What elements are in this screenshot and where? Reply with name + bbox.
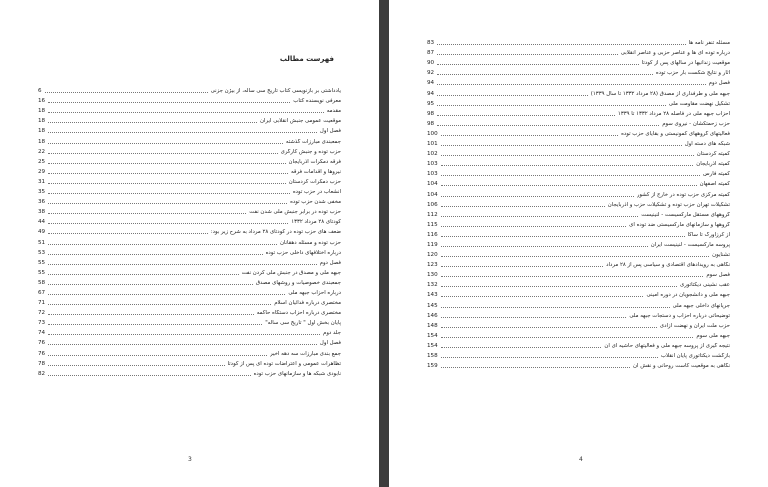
toc-entry-title: درباره اختلافهای داخلی حزب توده [265,249,341,256]
toc-entry [427,147,730,157]
toc-entry-title: نگاهی به موقعیت کاست روحانی و نقش آن [633,363,730,370]
toc-leader-dots [48,364,224,366]
toc-leader-dots [441,174,700,176]
toc-entry [427,127,730,137]
toc-entry-title: فصل اول [319,128,341,135]
toc-leader-dots [48,232,208,234]
toc-entry [427,198,730,208]
toc-entry-title: تشکیلات تهران حزب توده و تشکیلات حزب و آذربایجان [607,201,730,208]
toc-entry-title: جبهه ملی و دانشجویان در دوره امینی [646,292,730,299]
toc-entry [427,157,730,167]
toc-entry-title: تشکیل نهضت مقاومت ملی [668,100,730,107]
toc-entry [38,367,341,377]
toc-entry-title: کمیته اصفهان [699,181,730,188]
toc-entry-page: 154 [427,332,438,339]
toc-leader-dots [441,144,682,146]
toc-entry-title: پایان بخش اول " تاریخ سی ساله" [265,320,341,327]
toc-entry [38,205,341,215]
toc-entry [427,218,730,228]
toc-entry-title: فصل اول [319,340,341,347]
toc-leader-dots [441,306,670,308]
toc-entry-page: 29 [38,168,46,175]
toc-entry [427,56,730,66]
toc-entry [38,256,341,266]
toc-entry [427,228,730,238]
toc-entry-page: 25 [38,158,46,165]
toc-entry-title: جمعبندی مبارزات گذشته [285,138,341,145]
toc-leader-dots [441,164,694,166]
toc-entry [38,84,341,94]
toc-entry-title: حزب توده و جنبش کارگری [280,148,341,155]
toc-entry-title: حزب توده و مسئله دهقانان [279,239,341,246]
toc-title: فهرست مطالب [279,55,334,63]
toc-leader-dots [437,94,588,96]
toc-entry-page: 106 [427,201,438,208]
toc-entry-page: 82 [38,370,46,377]
toc-leader-dots [437,124,659,126]
toc-entry-page: 6 [38,88,42,95]
toc-entry [427,86,730,96]
toc-entry [427,319,730,329]
toc-entry [38,185,341,195]
toc-entry-title: جمع بندی مبارزات سه دهه اخیر [270,350,341,357]
toc-leader-dots [48,343,317,345]
toc-entry-page: 55 [38,259,46,266]
toc-leader-dots [437,43,686,45]
toc-entry-page: 73 [38,320,46,327]
toc-entry [38,145,341,155]
toc-entry-title: حزب ملت ایران و نهضت آزادی [659,322,730,329]
toc-entry-page: 72 [38,310,46,317]
toc-entry-page: 159 [427,363,438,370]
toc-leader-dots [437,104,666,106]
toc-entry-title: فصل دوم [708,80,730,87]
page-number: 3 [188,456,192,463]
toc-entry-title: موقعیت زندانیها در سالهای پس از کودتا [641,60,730,67]
toc-entry [38,104,341,114]
toc-leader-dots [441,356,658,358]
toc-entry [38,336,341,346]
toc-entry-page: 16 [38,98,46,105]
toc-entry-page: 35 [38,189,46,196]
toc-leader-dots [441,195,634,197]
toc-entry-page: 119 [427,241,438,248]
toc-entry-page: 78 [38,360,46,367]
toc-leader-dots [48,243,277,245]
toc-leader-dots [441,265,603,267]
toc-entry-title: کمیته آذربایجان [696,161,730,168]
toc-entry [38,296,341,306]
toc-entry-page: 49 [38,229,46,236]
toc-entry [427,349,730,359]
toc-entry-title: کودتای ۲۸ مرداد ۱۳۳۲ [291,219,341,226]
toc-leader-dots [437,63,639,65]
toc-leader-dots [48,313,254,315]
toc-leader-dots [48,101,290,103]
toc-leader-dots [441,245,648,247]
toc-leader-dots [437,73,653,75]
toc-entry [427,268,730,278]
toc-leader-dots [45,91,208,93]
toc-leader-dots [48,202,287,204]
toc-leader-dots [441,235,685,237]
toc-entry-title: حزب دمکرات کردستان [288,178,341,185]
toc-entry [38,235,341,245]
toc-entry [38,276,341,286]
toc-entry-page: 103 [427,161,438,168]
document-page-right [389,0,768,487]
toc-entry [38,316,341,326]
toc-leader-dots [441,346,602,348]
toc-entry [38,175,341,185]
toc-entry [38,286,341,296]
toc-entry-page: 146 [427,312,438,319]
toc-entry [427,167,730,177]
toc-entry-page: 120 [427,252,438,259]
toc-entry-title: ضعف های حزب توده در کودتای ۲۸ مرداد به شرح زیر بود: [210,229,341,236]
toc-entry-page: 67 [38,289,46,296]
toc-entry-page: 103 [427,171,438,178]
document-page-left [0,0,379,487]
toc-entry [427,298,730,308]
toc-leader-dots [48,333,320,335]
toc-entry-title: از کرزاورک تا ساکا [687,231,730,238]
toc-entry [427,208,730,218]
toc-entry-title: درباره توده ای ها و عناصر حزبی و عناصر انقلابی [620,50,730,57]
toc-entry-title: کمیته کردستان [696,151,730,158]
toc-entry-page: 31 [38,178,46,185]
toc-entry [38,124,341,134]
toc-entry-title: تشنایون [712,252,730,259]
toc-leader-dots [48,142,283,144]
toc-entry-title: یادداشتی بر بازنویسی کتاب تاریخ سی ساله، از بیژن جزنی [210,88,341,95]
toc-leader-dots [441,205,605,207]
toc-entry [427,339,730,349]
toc-entry-page: 74 [38,330,46,337]
toc-entry-title: نتیجه گیری از پروسه جبهه ملی و فعالیتهای حاشیه ای آن [604,342,730,349]
toc-leader-dots [48,182,286,184]
toc-list-right [427,36,730,369]
toc-entry-page: 116 [427,231,438,238]
toc-leader-dots [48,192,290,194]
toc-entry [427,36,730,46]
toc-entry-title: شبکه های دسته اول [684,141,730,148]
toc-entry-page: 53 [38,249,46,256]
toc-entry-title: بازگشت دیکتاتوری پایان انقلاب [660,353,730,359]
toc-entry-page: 76 [38,340,46,347]
toc-leader-dots [48,303,271,305]
toc-entry-page: 143 [427,292,438,299]
toc-entry-page: 112 [427,211,438,218]
toc-entry [427,248,730,258]
toc-entry [427,329,730,339]
toc-entry-page: 123 [427,262,438,269]
toc-leader-dots [437,83,705,85]
toc-list-left [38,84,341,377]
toc-leader-dots [441,184,697,186]
toc-entry [38,94,341,104]
toc-leader-dots [441,255,709,257]
toc-entry-title: مقدمه [326,108,341,115]
toc-entry [38,225,341,235]
toc-entry-page: 132 [427,282,438,289]
toc-entry [427,66,730,76]
toc-leader-dots [441,336,694,338]
toc-entry [427,46,730,56]
toc-entry-title: نیروها و اقدامات فرقه [291,168,341,175]
toc-leader-dots [441,215,639,217]
toc-entry-page: 18 [38,118,46,125]
toc-entry-title: جبهه ملی سوم [696,332,730,339]
toc-entry-page: 83 [427,40,435,47]
toc-entry [38,155,341,165]
toc-leader-dots [48,323,262,325]
toc-entry-page: 101 [427,141,438,148]
toc-leader-dots [441,225,626,227]
toc-entry-page: 76 [38,350,46,357]
toc-entry-page: 98 [427,110,435,117]
toc-entry-title: جلد دوم [322,330,341,337]
toc-leader-dots [48,253,262,255]
toc-entry-title: موقعیت عمومی جنبش انقلابی ایران [260,118,341,125]
toc-entry-title: فرقه دمکرات آذربایجان [288,158,341,165]
toc-entry [38,346,341,356]
toc-entry-page: 51 [38,239,46,246]
toc-leader-dots [48,222,288,224]
toc-entry-title: نگاهی به رویدادهای اقتصادی و سیاسی پس از ۲۸ مرداد [606,262,730,269]
toc-leader-dots [437,53,618,55]
page-number: 4 [579,456,583,463]
toc-entry-title: جریانهای داخلی جبهه ملی [672,302,730,309]
toc-entry-title: مخفی شدن حزب توده [290,199,341,206]
toc-entry [427,288,730,298]
toc-entry-title: پروسه مارکسیست - لنینیست ایران [650,241,730,248]
toc-entry-title: انشعاب در حزب توده [292,189,341,196]
toc-entry-title: نابودی شبکه ها و سازمانهای حزب توده [253,370,341,377]
toc-entry-title: فعالیتهای گروههای کمونیستی و بقایای حزب توده [621,130,730,137]
toc-entry [427,359,730,369]
toc-entry-title: آثار و نتایج شکست بار حزب توده [655,70,730,77]
toc-entry [38,215,341,225]
toc-entry-page: 87 [427,50,435,57]
toc-entry-title: گروهها و سازمانهای مارکسیستی ضد توده ای [629,221,730,228]
toc-entry-title: مختصری درباره احزاب دستگاه حاکمه [256,310,341,317]
toc-entry-page: 154 [427,342,438,349]
toc-leader-dots [48,111,324,113]
toc-entry-page: 71 [38,300,46,307]
toc-entry [38,114,341,124]
toc-leader-dots [48,212,246,214]
toc-leader-dots [48,374,250,376]
toc-entry-page: 18 [38,138,46,145]
toc-entry-page: 145 [427,302,438,309]
toc-entry-page: 100 [427,130,438,137]
toc-entry [427,177,730,187]
toc-leader-dots [48,263,316,265]
toc-leader-dots [48,273,238,275]
toc-entry-title: مسئله تنفر نامه ها [688,40,730,47]
toc-entry [427,137,730,147]
toc-entry-page: 94 [427,80,435,87]
toc-entry-page: 158 [427,353,438,359]
toc-entry [427,238,730,248]
toc-entry-page: 148 [427,322,438,329]
toc-entry [427,278,730,288]
toc-entry-title: حزب زحمتکشان - نیروی سوم [662,120,730,127]
toc-entry-page: 115 [427,221,438,228]
toc-entry [427,76,730,86]
toc-entry-page: 22 [38,148,46,155]
toc-entry-page: 130 [427,272,438,279]
toc-leader-dots [441,295,644,297]
toc-leader-dots [48,162,285,164]
toc-entry-title: کمیته فارس [703,171,730,178]
toc-entry-page: 36 [38,199,46,206]
toc-entry [427,117,730,127]
toc-leader-dots [48,354,267,356]
toc-entry-title: گروههای مستقل مارکسیست - لنینیست [641,211,730,218]
toc-entry-page: 95 [427,100,435,107]
toc-leader-dots [48,131,317,133]
toc-entry-title: فصل سوم [706,272,730,279]
toc-entry-title: درباره احزاب جبهه ملی [288,289,341,296]
toc-leader-dots [441,275,704,277]
toc-entry-page: 55 [38,269,46,276]
toc-entry-page: 98 [427,120,435,127]
toc-entry-title: جبهه ملی و مصدق در جنبش ملی کردن نفت [241,269,341,276]
toc-entry-title: احزاب جبهه ملی در فاصله ۲۸ مرداد ۱۳۳۲ تا ۱۳۳۹ [617,110,730,117]
toc-entry [38,266,341,276]
toc-entry-page: 94 [427,90,435,97]
toc-entry-title: فصل دوم [319,259,341,266]
toc-entry-page: 90 [427,60,435,67]
toc-entry-title: کمیته مرکزی حزب توده در خارج از کشور [636,191,730,198]
toc-leader-dots [441,154,694,156]
toc-entry [38,357,341,367]
toc-entry-title: توضیحاتی درباره احزاب و دستجات جبهه ملی [629,312,730,319]
toc-entry-page: 102 [427,151,438,158]
toc-leader-dots [441,326,657,328]
toc-entry-page: 18 [38,128,46,135]
toc-entry [38,195,341,205]
toc-leader-dots [48,293,285,295]
toc-entry [38,134,341,144]
toc-leader-dots [437,114,615,116]
toc-entry-title: حزب توده در برابر جنبش ملی شدن نفت [249,209,341,216]
toc-entry [427,97,730,107]
toc-leader-dots [441,316,627,318]
toc-entry [38,306,341,316]
toc-entry [427,258,730,268]
toc-leader-dots [441,285,677,287]
toc-entry [38,246,341,256]
toc-leader-dots [48,121,257,123]
toc-entry [38,165,341,175]
toc-entry-page: 104 [427,181,438,188]
toc-leader-dots [48,152,277,154]
toc-leader-dots [441,134,618,136]
toc-leader-dots [48,172,288,174]
toc-entry [38,326,341,336]
toc-entry-page: 92 [427,70,435,77]
toc-entry-title: مختصری درباره فدائیان اسلام [274,300,341,307]
toc-entry-page: 18 [38,108,46,115]
toc-entry-title: جبهه ملی و طرفداری از مصدق (۲۸ مرداد ۱۳۳۲ تا سال ۱۳۳۹) [590,90,730,97]
toc-entry [427,107,730,117]
toc-entry-page: 38 [38,209,46,216]
toc-entry-page: 44 [38,219,46,226]
toc-entry [427,309,730,319]
toc-entry [427,187,730,197]
toc-entry-title: عقب نشینی دیکتاتوری [680,282,730,289]
toc-entry-title: جمعبندی خصوصیات و روشهای مصدق [255,279,341,286]
toc-entry-title: معرفی نویسنده کتاب [293,98,341,105]
toc-entry-title: تظاهرات عمومی و اعتراضات توده ای پس از کودتا [227,360,341,367]
toc-leader-dots [48,283,253,285]
toc-entry-page: 104 [427,191,438,198]
toc-entry-page: 58 [38,279,46,286]
toc-leader-dots [441,366,630,368]
